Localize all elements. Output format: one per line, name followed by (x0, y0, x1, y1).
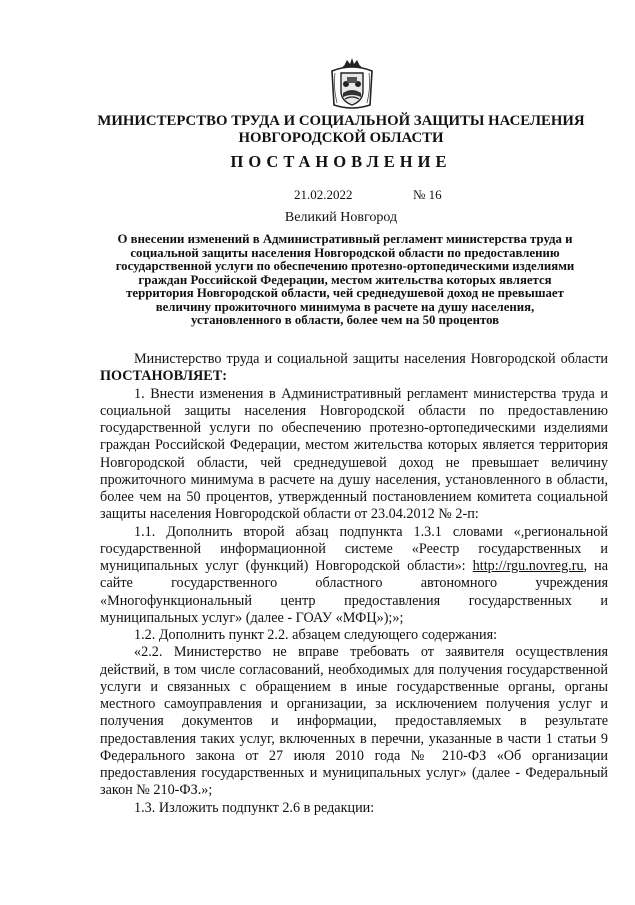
decree-title: О внесении изменений в Административный регламент министерства труда и социальной защиты населения Новгородской области по предоставлению государственной услуги по обеспечению протезно-ортопедическими изделиями граждан Российской Федерации, местом жительства которых является территория Новгородской области, чей среднедушевой доход не превышает величину прожиточного минимума в расчете на душу населения, установленного в области, более чем на 50 процентов (115, 232, 575, 327)
paragraph-1-3: 1.3. Изложить подпункт 2.6 в редакции: (134, 799, 375, 816)
decree-number: № 16 (413, 187, 442, 202)
decree-body (100, 351, 608, 817)
intro-bold: ПОСТАНОВЛЯЕТ: (100, 368, 227, 385)
intro-text: Министерство труда и социальной защиты населения Новгородской области (134, 351, 608, 367)
rgu-link[interactable]: http://rgu.novreg.ru (472, 558, 584, 574)
city-name: Великий Новгород (284, 210, 398, 225)
paragraph-1-1-text: 1.1. Дополнить второй абзац подпункта 1.3.1 словами «,региональной государственной информационной системе «Реестр государственных и муниципальных услуг (функций) Новгородской области»: (100, 523, 608, 574)
coat-of-arms-icon (329, 57, 375, 111)
decree-date: 21.02.2022 (294, 187, 353, 202)
ministry-name (96, 113, 586, 147)
intro-paragraph (100, 351, 608, 386)
paragraph-1-1-tail: , на сайте государственного областного автономного учреждения «Многофункциональный центр предоставления государственных и муниципальных услуг» (далее - ГОАУ «МФЦ»);»; (100, 558, 609, 626)
paragraph-1-1 (100, 524, 608, 628)
paragraph-1-2: 1.2. Дополнить пункт 2.2. абзацем следующего содержания: (134, 627, 498, 643)
paragraph-2-2-quote: «2.2. Министерство не вправе требовать от заявителя осуществления действий, в том числе согласований, необходимых для получения государственной услуги и связанных с обращением в иные государственные органы, органы местного самоуправления и организации, за исключением получения услуг и получения документов и информации, предоставляемых в результате предоставления таких услуг, включенных в перечни, указанные в части 1 статьи 9 Федерального закона от 27 июля 2010 года № 210-ФЗ «Об организации предоставления государственных и муниципальных услуг» (далее - Федеральный закон № 210-ФЗ.»; (100, 644, 608, 799)
document-type: ПОСТАНОВЛЕНИЕ (230, 152, 452, 171)
ministry-line-2: НОВГОРОДСКОЙ ОБЛАСТИ (238, 130, 444, 146)
ministry-line-1: МИНИСТЕРСТВО ТРУДА И СОЦИАЛЬНОЙ ЗАЩИТЫ НАСЕЛЕНИЯ (97, 113, 585, 129)
paragraph-1: 1. Внести изменения в Административный регламент министерства труда и социальной защиты населения Новгородской области по предоставлению государственной услуги по обеспечению протезно-ортопедическими изделиями граждан Российской Федерации, местом жительства которых является территория Новгородской области, чей среднедушевой доход не превышает величину прожиточного минимума в расчете на душу населения, установленного в области, более чем на 50 процентов, утвержденный постановлением комитета социальной защиты населения Новгородской области от 23.04.2012 № 2-п: (100, 385, 608, 523)
